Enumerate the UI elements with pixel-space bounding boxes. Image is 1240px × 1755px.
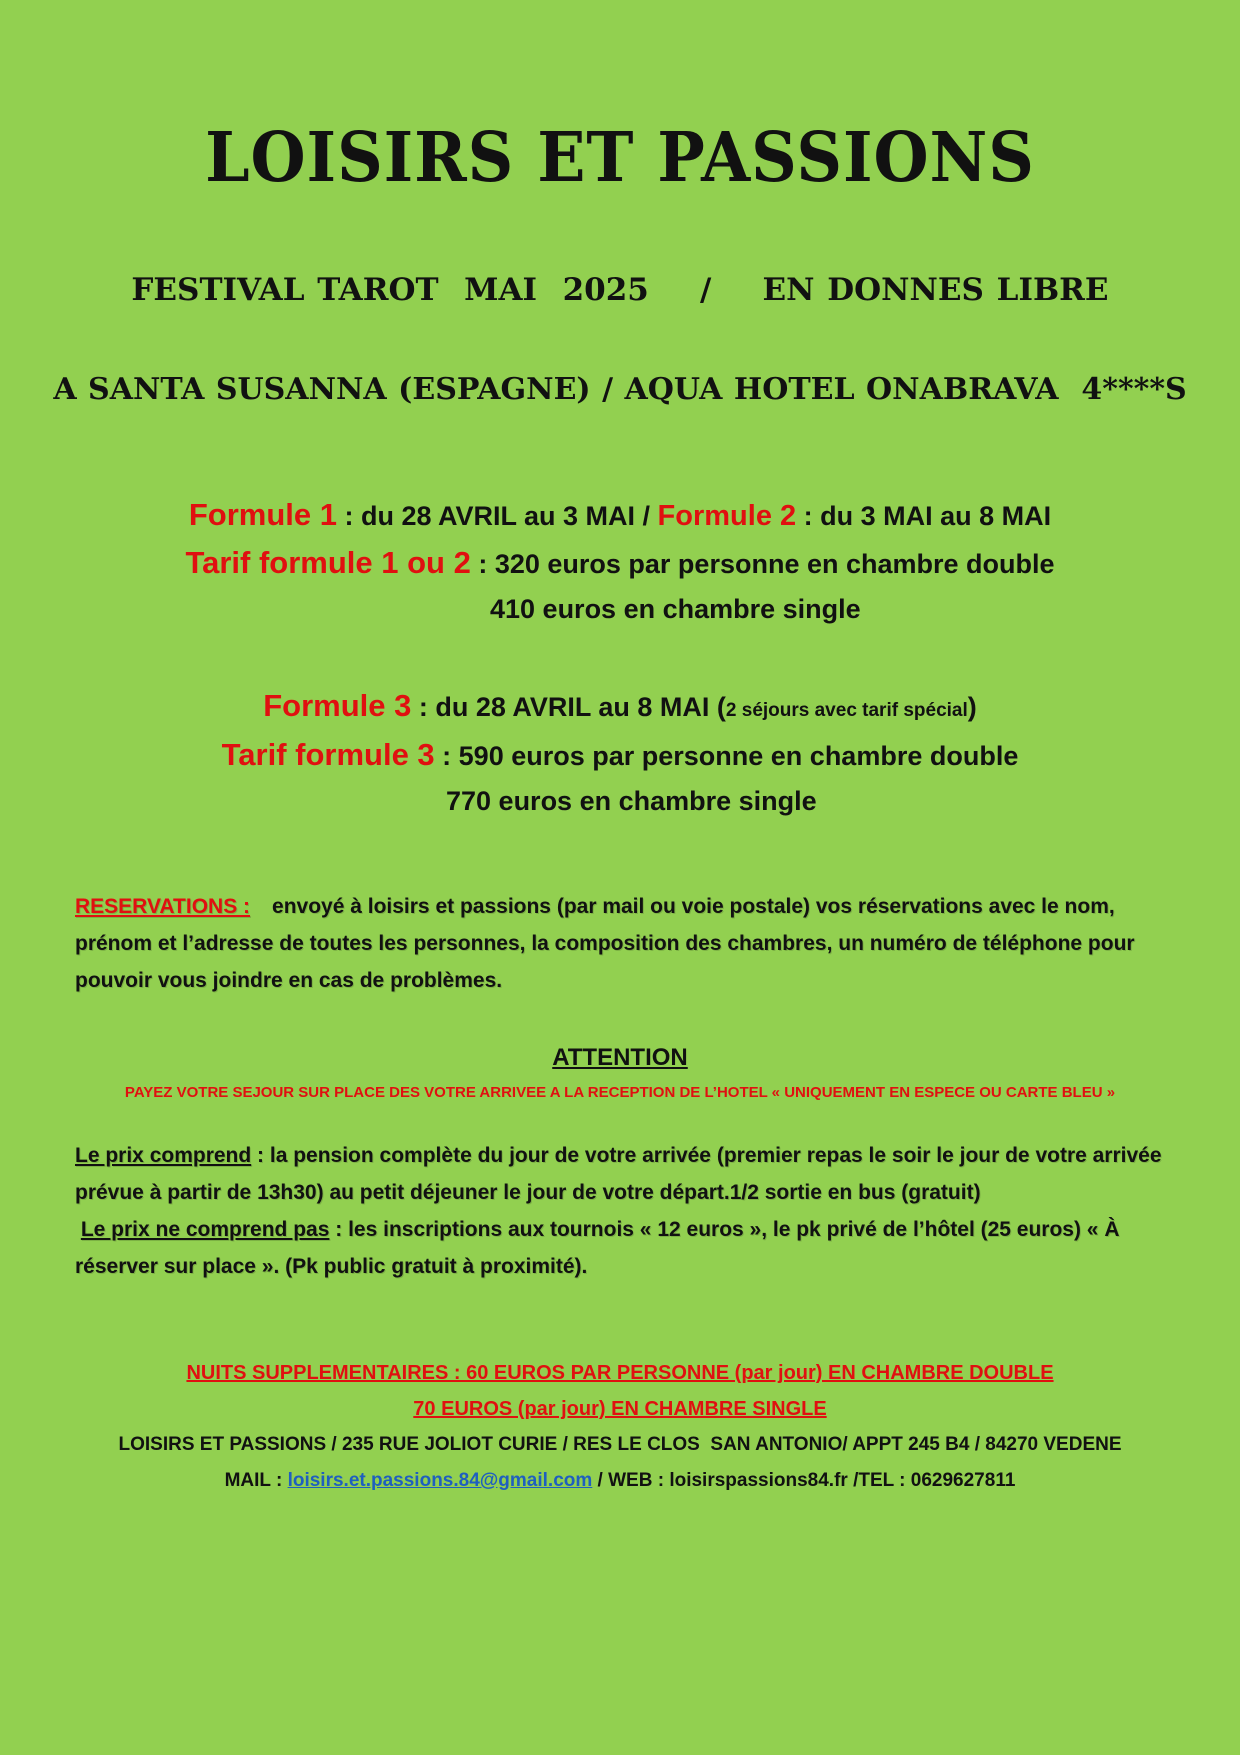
price-includes-text: : la pension complète du jour de votre arrivée (premier repas le soir le jour de votre arrivée prévue à partir de 13h30) au petit déjeuner le jour de votre départ.1/2 sortie en bus (gratuit) — [75, 1144, 1162, 1204]
tarif-3-line — [0, 737, 1240, 773]
formula-1-2-dates — [0, 497, 1240, 533]
price-excludes-label: Le prix ne comprend pas — [80, 1218, 330, 1241]
contact-line — [0, 1470, 1240, 1492]
formula-2-dates: : du 3 MAI au 8 MAI — [796, 501, 1052, 531]
formula-3-note: 2 séjours avec tarif spécial — [725, 700, 968, 721]
price-includes-label: Le prix comprend — [75, 1144, 252, 1167]
page-title: LOISIRS ET PASSIONS — [205, 118, 1035, 198]
tarif-3-single: 770 euros en chambre single — [446, 786, 817, 816]
reservations-label: RESERVATIONS : — [75, 895, 251, 918]
reservations-paragraph — [75, 888, 1165, 999]
formula-2-label: Formule 2 — [657, 500, 797, 532]
formula-3-dates — [0, 688, 1240, 724]
tarif-1-2-single: 410 euros en chambre single — [490, 594, 861, 624]
attention-notice: PAYEZ VOTRE SEJOUR SUR PLACE DES VOTRE ARRIVEE A LA RECEPTION DE L’HOTEL « UNIQUEMENT EN ESPECE OU CARTE BLEU » — [124, 1084, 1116, 1101]
formula-3-label: Formule 3 — [263, 688, 412, 723]
extra-nights-single: 70 EUROS (par jour) EN CHAMBRE SINGLE — [413, 1398, 827, 1420]
formula-3-close: ) — [967, 692, 977, 722]
mail-label: MAIL : — [224, 1470, 288, 1491]
tarif-3-double: : 590 euros par personne en chambre double — [434, 741, 1019, 771]
price-excludes-text: : les inscriptions aux tournois « 12 euros », le pk privé de l’hôtel (25 euros) « À réserver sur place ». (Pk public gratuit à proximité). — [75, 1218, 1120, 1278]
reservations-text: envoyé à loisirs et passions (par mail ou voie postale) vos réservations avec le nom, prénom et l’adresse de toutes les personnes, la composition des chambres, un numéro de téléphone pour pouvoir vous joindre en cas de problèmes. — [75, 895, 1135, 992]
formula-1-dates: : du 28 AVRIL au 3 MAI / — [337, 501, 658, 531]
attention-heading: ATTENTION — [552, 1044, 688, 1071]
price-paragraph — [75, 1137, 1175, 1285]
location-line: A SANTA SUSANNA (ESPAGNE) / AQUA HOTEL ONABRAVA 4****S — [53, 372, 1187, 407]
festival-subtitle: FESTIVAL TAROT MAI 2025 / EN DONNES LIBRE — [131, 272, 1109, 308]
postal-address: LOISIRS ET PASSIONS / 235 RUE JOLIOT CURIE / RES LE CLOS SAN ANTONIO/ APPT 245 B4 / 84270 VEDENE — [118, 1434, 1122, 1455]
formula-1-label: Formule 1 — [188, 497, 337, 532]
email-link[interactable]: loisirs.et.passions.84@gmail.com — [287, 1470, 593, 1491]
web-tel-text: / WEB : loisirspassions84.fr /TEL : 0629627811 — [592, 1470, 1016, 1491]
tarif-1-2-double: : 320 euros par personne en chambre double — [470, 549, 1055, 579]
formula-3-text: : du 28 AVRIL au 8 MAI ( — [411, 692, 726, 722]
tarif-1-2-label: Tarif formule 1 ou 2 — [185, 545, 471, 580]
tarif-3-label: Tarif formule 3 — [221, 737, 435, 772]
tarif-1-2-line — [0, 545, 1240, 581]
extra-nights-double: NUITS SUPPLEMENTAIRES : 60 EUROS PAR PERSONNE (par jour) EN CHAMBRE DOUBLE — [186, 1362, 1054, 1384]
